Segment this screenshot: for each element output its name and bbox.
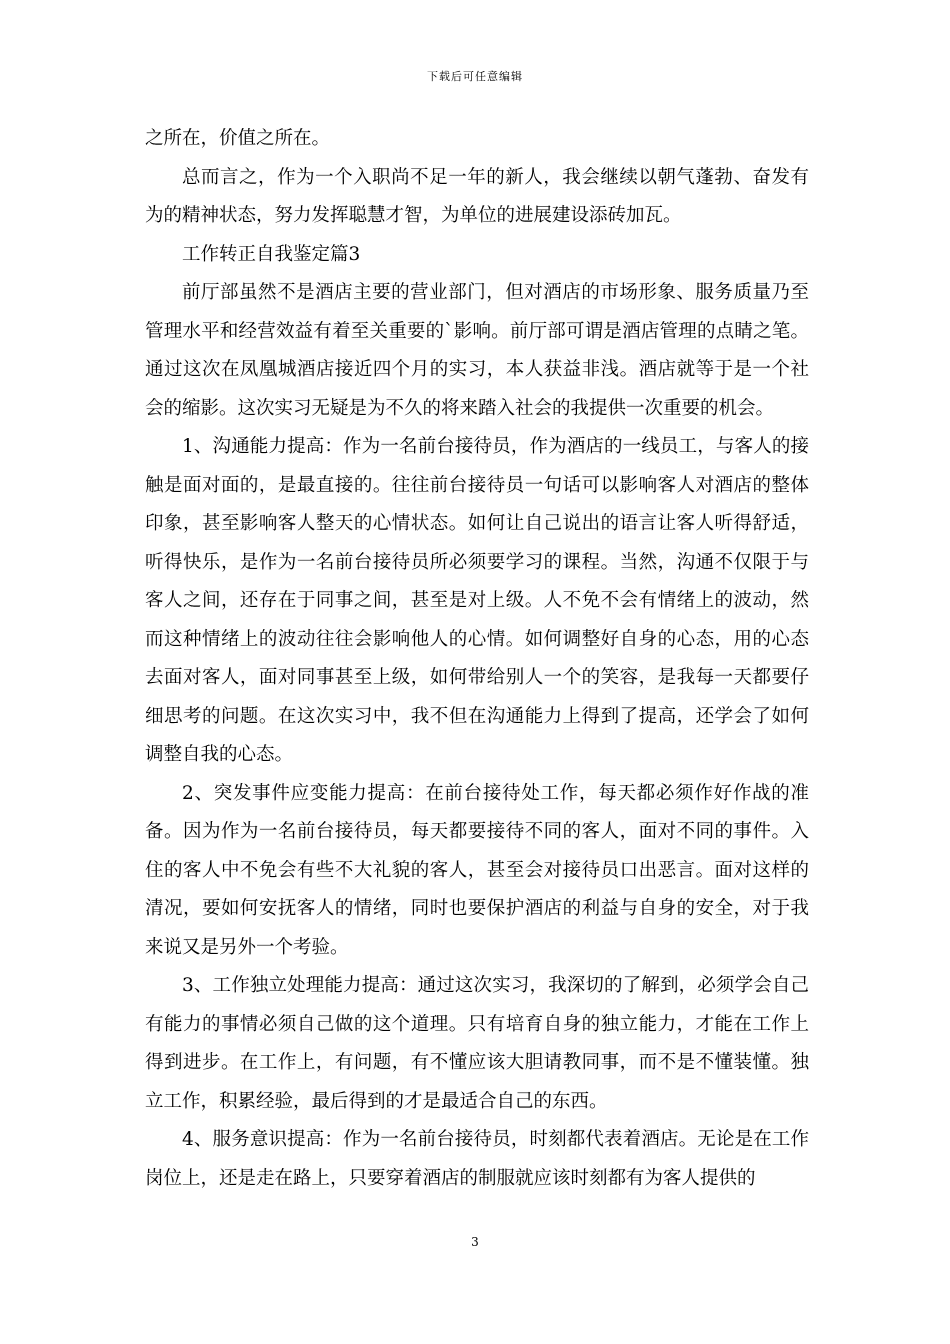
paragraph-4: 1、沟通能力提高：作为一名前台接待员，作为酒店的一线员工，与客人的接触是面对面的，是最直接的。往往前台接待员一句话可以影响客人对酒店的整体印象，甚至影响客人整天的心情状态。如何让自己说出的语言让客人听得舒适，听得快乐，是作为一名前台接待员所必须要学习的课程。当然，沟通不仅限于与客人之间，还存在于同事之间，甚至是对上级。人不免不会有情绪上的波动，然而这种情绪上的波动往往会影响他人的心情。如何调整好自身的心态，用的心态去面对客人，面对同事甚至上级，如何带给别人一个的笑容，是我每一天都要仔细思考的问题。在这次实习中，我不但在沟通能力上得到了提高，还学会了如何调整自我的心态。 bbox=[145, 436, 809, 765]
paragraph-3: 前厅部虽然不是酒店主要的营业部门，但对酒店的市场形象、服务质量乃至管理水平和经营效益有着至关重要的`影响。前厅部可谓是酒店管理的点睛之笔。通过这次在凤凰城酒店接近四个月的实习，本人获益非浅。酒店就等于是一个社会的缩影。这次实习无疑是为不久的将来踏入社会的我提供一次重要的机会。 bbox=[145, 282, 809, 419]
paragraph-2: 总而言之，作为一个入职尚不足一年的新人，我会继续以朝气蓬勃、奋发有为的精神状态，努力发挥聪慧才智，为单位的进展建设添砖加瓦。 bbox=[145, 166, 809, 226]
paragraph-7: 4、服务意识提高：作为一名前台接待员，时刻都代表着酒店。无论是在工作岗位上，还是走在路上，只要穿着酒店的制服就应该时刻都有为客人提供的 bbox=[145, 1129, 809, 1189]
page-header: 下载后可任意编辑 bbox=[427, 70, 523, 83]
paragraph-6: 3、工作独立处理能力提高：通过这次实习，我深切的了解到，必须学会自己有能力的事情必须自己做的这个道理。只有培育自身的独立能力，才能在工作上得到进步。在工作上，有问题，有不懂应该大胆请教同事，而不是不懂装懂。独立工作，积累经验，最后得到的才是最适合自己的东西。 bbox=[145, 975, 809, 1112]
page-number: 3 bbox=[471, 1235, 479, 1249]
paragraph-1: 之所在，价值之所在。 bbox=[145, 128, 331, 149]
section-heading: 工作转正自我鉴定篇3 bbox=[182, 243, 361, 265]
paragraph-5: 2、突发事件应变能力提高：在前台接待处工作，每天都必须作好作战的准备。因为作为一名前台接待员，每天都要接待不同的客人，面对不同的事件。入住的客人中不免会有些不大礼貌的客人，甚至会对接待员口出恶言。面对这样的清况，要如何安抚客人的情绪，同时也要保护酒店的利益与自身的安全，对于我来说又是另外一个考验。 bbox=[145, 782, 809, 958]
document-body bbox=[145, 120, 809, 1198]
